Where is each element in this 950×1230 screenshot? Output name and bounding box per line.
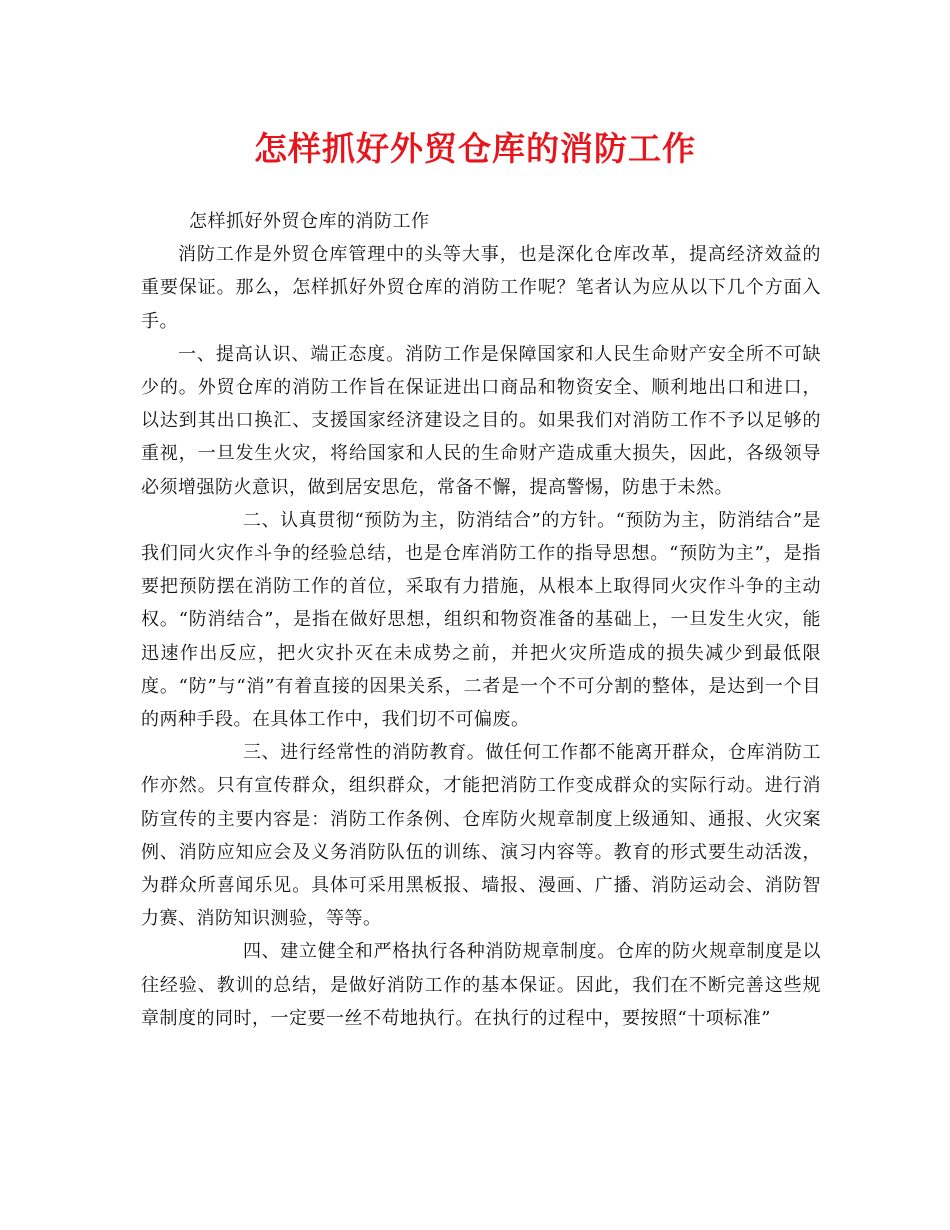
paragraph-intro: 消防工作是外贸仓库管理中的头等大事，也是深化仓库改革，提高经济效益的重要保证。那么，怎样抓好外贸仓库的消防工作呢？笔者认为应从以下几个方面入手。 [141, 244, 821, 332]
document-subtitle: 怎样抓好外贸仓库的消防工作 [189, 211, 430, 232]
document-title: 怎样抓好外贸仓库的消防工作 [254, 129, 696, 168]
paragraph-section-3: 三、进行经常性的消防教育。做任何工作都不能离开群众，仓库消防工作亦然。只有宣传群众，组织群众，才能把消防工作变成群众的实际行动。进行消防宣传的主要内容是：消防工作条例、仓库防火规章制度上级通知、通报、火灾案例、消防应知应会及义务消防队伍的训练、演习内容等。教育的形式要生动活泼，为群众所喜闻乐见。具体可采用黑板报、墙报、漫画、广播、消防运动会、消防智力赛、消防知识测验，等等。 [141, 742, 821, 930]
paragraph-section-1: 一、提高认识、端正态度。消防工作是保障国家和人民生命财产安全所不可缺少的。外贸仓库的消防工作旨在保证进出口商品和物资安全、顺利地出口和进口，以达到其出口换汇、支援国家经济建设之目的。如果我们对消防工作不予以足够的重视，一旦发生火灾，将给国家和人民的生命财产造成重大损失，因此，各级领导必须增强防火意识，做到居安思危，常备不懈，提高警惕，防患于未然。 [141, 343, 821, 498]
paragraph-section-4: 四、建立健全和严格执行各种消防规章制度。仓库的防火规章制度是以往经验、教训的总结，是做好消防工作的基本保证。因此，我们在不断完善这些规章制度的同时，一定要一丝不苟地执行。在执行的过程中，要按照“十项标准” [141, 941, 821, 1029]
paragraph-section-2: 二、认真贯彻“预防为主，防消结合”的方针。“预防为主，防消结合”是我们同火灾作斗争的经验总结，也是仓库消防工作的指导思想。“预防为主”，是指要把预防摆在消防工作的首位，采取有力措施，从根本上取得同火灾作斗争的主动权。“防消结合”，是指在做好思想，组织和物资准备的基础上，一旦发生火灾，能迅速作出反应，把火灾扑灭在未成势之前，并把火灾所造成的损失减少到最低限度。“防”与“消”有着直接的因果关系，二者是一个不可分割的整体，是达到一个目的两种手段。在具体工作中，我们切不可偏废。 [141, 509, 821, 731]
document-body [141, 205, 821, 1035]
